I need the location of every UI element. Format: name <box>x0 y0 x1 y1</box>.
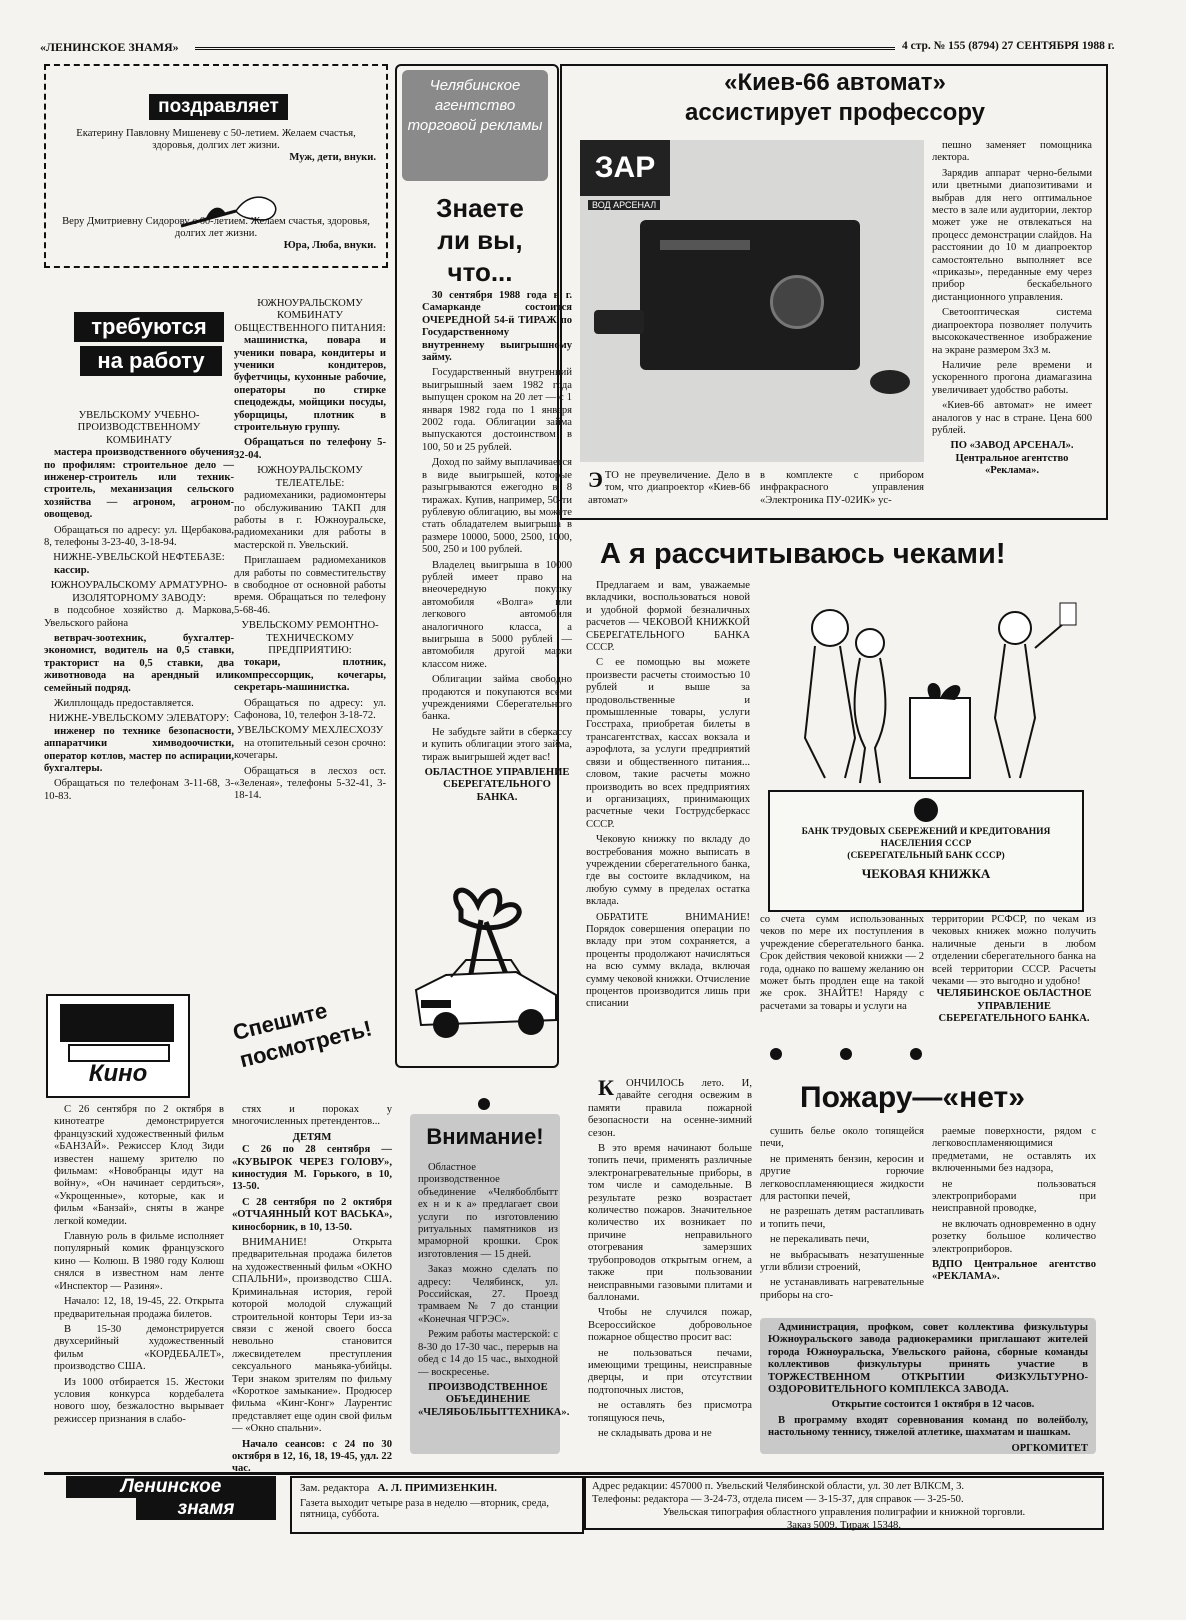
issue-info: 4 стр. № 155 (8794) 27 СЕНТЯБРЯ 1988 г. <box>902 40 1115 52</box>
fire-title: Пожару—«нет» <box>800 1081 1025 1114</box>
footer-editor: Зам. редактора А. Л. ПРИМИЗЕНКИН. Газета выходит четыре раза в неделю —вторник, среда, пятница, суббота. <box>290 1476 584 1534</box>
agency-heading: Знаете ли вы, что... <box>436 193 524 287</box>
couple-and-gift-illustration <box>770 588 1080 788</box>
kiev-right-text: пешно заменяет помощника лектора. Зарядив аппарат черно-белыми или цветными диапозитивами и выбрав для него оптимальное место в зале или аудитории, лектор может уже не отвлекаться на процесс демонстрации слайдов. На расстоянии до 10 м диапроектор самостоятельно выполняет все «приказы», переданные ему через прибор бескабельного дистанционного управления. Светооптическая система диапроектора позволяет получить высококачественное изображение на экране размером 3х3 м. Наличие реле времени и ускоренного прогона диамагазина увеличивает удобство работы. «Киев-66 автомат» не имеет аналогов у нас в стране. Цена 600 рублей. ПО «ЗАВОД АРСЕНАЛ». Центральное агентство «Реклама». <box>932 140 1092 477</box>
footer-divider <box>44 1472 1104 1475</box>
fire-col2: сушить белье около топящейся печи, не применять бензин, керосин и другие горючие легковоспламеняющиеся жидкости для растопки печей, не разрешать детям растапливать и топить печи, не перекаливать печи, не выбрасывать незатушенные угли вблизи строений, не устанавливать нагревательные приборы на сго- <box>760 1126 924 1301</box>
check-book-title: ЧЕКОВАЯ КНИЖКА <box>861 866 991 881</box>
attention-title: Внимание! <box>426 1124 544 1149</box>
congrats-box <box>44 64 388 268</box>
projector-lens-cap <box>870 370 910 394</box>
agency-badge: Челябинское агентство торговой рекламы <box>402 70 548 181</box>
cinema-col1: С 26 сентября по 2 октября в кинотеатре демонстрируется французский художественный фильм «БАНЗАЙ». Режиссер Клод Зиди известен нашему зрителю по фильмам: «Новобранцы идут на войну», «Он начинает сердиться», «Укрощенные», которые, как и фильм «Банзай», сняты в жанре легкой комедии. Главную роль в фильме исполняет популярный комик французского кино — Колюш. В 1980 году Колюш снялся в известном нам ленте «Инспектор — Разиня». Начало: 12, 18, 19-45, 22. Открыта предварительная продажа билетов. В 15-30 демонстрируется двухсерийный художественный фильм «КОРДЕБАЛЕТ», производство США. Из 1000 отбирается 15. Жестоки условия конкурса кордебалета нового шоу, безжалостно вырывает режиссер признания в слабо- <box>54 1104 224 1425</box>
checks-title: А я рассчитываюсь чеками! <box>600 538 1006 570</box>
check-book-illustration <box>768 790 1084 912</box>
car-with-bow-illustration <box>406 880 566 1050</box>
agency-text: 30 сентября 1988 года в г. Самарканде состоится ОЧЕРЕДНОЙ 54-й ТИРАЖ по Государственному внутреннему выигрышному займу. Государственный внутренний выигрышный заем 1982 года выпущен сроком на 20 лет — с 1 января 1982 года по 1 января 2002 года. Облигации займа выпускаются достоинством в 100, 50 и 25 рублей. Доход по займу выплачивается в виде выигрышей, которые разыгрываются ежегодно в 8 тиражах. Купив, например, 50-ти рублевую облигацию, вы можете стать обладателем выигрыша в размере 10000, 5000, 2500, 1000, 500, 250 и 100 рублей. Владелец выигрыша в 10000 рублей имеет право на внеочередную покупку автомобиля «Волга» или легкового автомобиля аналогичного класса, а выигрыша в 5000 рублей — автомобиля другой марки классом ниже. Облигации займа свободно продаются и покупаются всеми учреждениями Сберегательного банка. Не забудьте зайти в сберкассу и купить облигации этого займа, тираж выигрышей ждет вас! ОБЛАСТНОЕ УПРАВЛЕНИЕ СБЕРЕГАТЕЛЬНОГО БАНКА. <box>422 290 572 803</box>
checks-col2: со счета сумм использованных чеков по мере их поступления в учреждение сберегательного банка. Срок действия чековой книжки — 2 года, однако по вашему желанию он может быть продлен еще на такой же срок. ЗНАЙТЕ! Наряду с расчетами за товары и услуги на <box>760 914 924 1012</box>
greeting-2: Веру Дмитриевну Сидорову с 60-летием. Желаем счастья, здоровья, долгих лет жизни. Юра, Люба, внуки. <box>62 216 376 252</box>
projector-body <box>640 220 860 370</box>
cinema-logo-text: Кино <box>88 1060 148 1087</box>
checks-col1: Предлагаем и вам, уважаемые вкладчики, воспользоваться новой и удобной формой безналичных расчетов — ЧЕКОВОЙ КНИЖКОЙ СБЕРЕГАТЕЛЬНОГО БАНКА СССР. С ее помощью вы можете произвести расчеты стоимостью 10 рублей и выше за продовольственные и промышленные товары, услуги Госстраха, приобретая билеты в трансагентствах, кассах вокзала и аэрофлота, за услуги предприятий связи и общественного питания... словом, такие расчеты можно производить во всех предприятиях и организациях, принимающих расчетные чеки Гострудсберкасс СССР. Чековую книжку по вкладу до востребования можно выписать в учреждении сберегательного банка, где вы состоите вкладчиком, на любую сумму в пределах остатка вклада. ОБРАТИТЕ ВНИМАНИЕ! Порядок совершения операции по вкладу при этом сохраняется, а проценты продолжают начисляться на всю сумму вклада, включая сумму чековой книжки. Отчисление процентов производится лишь при списании <box>586 580 750 1010</box>
projector-photo <box>580 140 924 462</box>
sports-text: Администрация, профком, совет коллектива физкультуры Южноуральского завода радиокерамики приглашают жителей города Южноуральска, Увельского района, сборные команды коллективов физкультуры принять участие в ТОРЖЕСТВЕННОМ ОТКРЫТИИ ФИЗКУЛЬТУРНО-ОЗДОРОВИТЕЛЬНОГО КОМПЛЕКСА ЗАВОДА. Открытие состоится 1 октября в 12 часов. В программу входят соревнования команд по волейболу, настольному теннису, тяжелой атлетике, шахматам и шашкам. ОРГКОМИТЕТ <box>768 1322 1088 1454</box>
bank-name: БАНК ТРУДОВЫХ СБЕРЕЖЕНИЙ И КРЕДИТОВАНИЯ НАСЕЛЕНИЯ СССР (СБЕРЕГАТЕЛЬНЫЙ БАНК СССР) <box>801 827 1051 861</box>
ussr-emblem-icon <box>914 798 938 822</box>
jobs-banner-2: на работу <box>80 346 222 376</box>
greeting-1: Екатерину Павловну Мишеневу с 50-летием. Желаем счастья, здоровья, долгих лет жизни. Муж, дети, внуки. <box>76 128 376 164</box>
fire-col3: раемые поверхности, рядом с легковоспламеняющимися предметами, не оставлять их включенными без надзора, не пользоваться электроприборами при неисправной проводке, не включать одновременно в одну розетку большое количество электроприборов. ВДПО Центральное агентство «РЕКЛАМА». <box>932 1126 1096 1283</box>
arsenal-logo: ЗАР <box>580 140 670 196</box>
paper-name: «ЛЕНИНСКОЕ ЗНАМЯ» <box>40 40 179 54</box>
kiev-title: «Киев-66 автомат» ассистирует профессору <box>684 69 986 126</box>
jobs-banner-1: требуются <box>74 312 224 342</box>
masthead <box>40 40 1150 58</box>
jobs-left-column: УВЕЛЬСКОМУ УЧЕБНО-ПРОИЗВОДСТВЕННОМУ КОМБИНАТУ мастера производственного обучения по профилям: строительное дело — инженер-строитель или техник-строитель, механизация сельского хозяйства — агроном, агроном-овощевод. Обращаться по адресу: ул. Щербакова, 8, телефоны 3-23-40, 3-18-94. НИЖНЕ-УВЕЛЬСКОЙ НЕФТЕБАЗЕ: кассир. ЮЖНОУРАЛЬСКОМУ АРМАТУРНО-ИЗОЛЯТОРНОМУ ЗАВОДУ: в подсобное хозяйство д. Маркова, Увельского района ветврач-зоотехник, бухгалтер-экономист, водитель на 0,5 ставки, тракторист на 0,5 ставки, два животновода на арендный или семейный подряд. Жилплощадь предоставляется. НИЖНЕ-УВЕЛЬСКОМУ ЭЛЕВАТОРУ: инженер по технике безопасности, аппаратчики химводоочистки, оператор котлов, мастер по аспирации, бухгалтеры. Обращаться по телефонам 3-11-68, 3-10-83. <box>44 410 234 802</box>
congrats-banner: поздравляет <box>149 94 288 120</box>
arsenal-caption: ВОД АРСЕНАЛ <box>588 200 660 210</box>
kiev-mid-text: в комплекте с прибором инфракрасного управления «Электроника ПУ-02ИК» ус- <box>760 470 924 506</box>
footer-address: Адрес редакции: 457000 п. Увельский Челябинской области, ул. 30 лет ВЛКСМ, 3. Телефоны: редактора — 3-24-73, отдела писем — 3-15-37, для справок — 3-25-50. Увельская типография областного управления полиграфии и книжной торговли. Заказ 5009. Тираж 15348. <box>584 1476 1104 1530</box>
remote-control <box>594 310 644 334</box>
jobs-right-column: ЮЖНОУРАЛЬСКОМУ КОМБИНАТУ ОБЩЕСТВЕННОГО ПИТАНИЯ: машинистка, повара и ученики повара, кондитеры и ученики кондитеров, буфетчицы, кухонные рабочие, операторы по стирке спецодежды, мойщики посуды, уборщицы, плотник в строительную группу. Обращаться по телефону 5-32-04. ЮЖНОУРАЛЬСКОМУ ТЕЛЕАТЕЛЬЕ: радиомеханики, радиомонтеры по обслуживанию ТАКП для работы в г. Южноуральске, радиомеханики для работы в мастерской п. Увельский. Приглашаем радиомехаников для работы по совместительству в свободное от основной работы время. Обращаться по телефону 5-68-46. УВЕЛЬСКОМУ РЕМОНТНО-ТЕХНИЧЕСКОМУ ПРЕДПРИЯТИЮ: токари, плотник, компрессорщик, кочегары, секретарь-машинистка. Обращаться по адресу: ул. Сафонова, 10, телефон 3-18-72. УВЕЛЬСКОМУ МЕХЛЕСХОЗУ на отопительный сезон срочно: кочегары. Обращаться в лесхоз ост. «Зеленая», телефоны 5-32-41, 3-18-14. <box>234 298 386 802</box>
checks-col3: территории РСФСР, по чекам из чековых книжек можно получить наличные деньги в любом отделении сберегательного банка на всей территории СССР. Расчеты чеками — это выгодно и удобно! ЧЕЛЯБИНСКОЕ ОБЛАСТНОЕ УПРАВЛЕНИЕ СБЕРЕГАТЕЛЬНОГО БАНКА. <box>932 914 1096 1025</box>
footer-logo: Ленинское знамя <box>66 1476 276 1520</box>
fire-col1: К ОНЧИЛОСЬ лето. И, давайте сегодня освежим в памяти правила пожарной безопасности на осенне-зимний сезон. В это время начинают больше топить печи, применять различные электронагревательные приборы, в том числе и самодельные. В результате резко возрастает количество пожаров. Значительное количество их возникает по причине неправильного отогревания замерзших трубопроводов открытым огнем, а также при пользовании неисправными газовыми плитами и баллонами. Чтобы не случился пожар, Всероссийское добровольное пожарное общество просит вас: не пользоваться печами, имеющими трещины, неисправные дверцы, и при отсутствии подтопочных листов, не оставлять без присмотра топящуюся печь, не складывать дрова и не <box>588 1075 752 1439</box>
cinema-logo <box>46 994 190 1098</box>
kiev-lead-text: ЭТО не преувеличение. Дело в том, что диапроектор «Киев-66 автомат» <box>588 467 750 506</box>
cinema-col2: стях и пороках у многочисленных претендентов... ДЕТЯМ С 26 по 28 сентября — «КУВЫРОК ЧЕРЕЗ ГОЛОВУ», киностудия М. Горького, в 10, 13-50. С 28 сентября по 2 октября «ОТЧАЯННЫЙ КОТ ВАСЬКА», киносборник, в 10, 13-50. ВНИМАНИЕ! Открыта предварительная продажа билетов на художественный фильм «ОКНО СПАЛЬНИ», производство США. Криминальная история, герой которой молодой служащий строительной конторы Тери из-за связи с женой своего босса невольно становится лжесвидетелем преступления сексуального маньяка-убийцы. Тери знаком зрителям по фильму «Короткое замыкание». Продюсер фильма «Кинг-Конг» Лаурентис представляет еще один свой фильм — «Окно спальни». Начало сеансов: с 24 по 30 октября в 12, 16, 18, 19-45, удл. 22 час. <box>232 1104 392 1475</box>
attention-text: Областное производственное объединение «Челябоблбытт ех н и к а» предлагает свои услуги по изготовлению ритуальных памятников из мраморной крошки. Срок изготовления — 15 дней. Заказ можно сделать по адресу: Челябинск, ул. Российская, 27. Проезд трамваем № 7 до станции «Конечная ЧГРЭС». Режим работы мастерской: с 8-30 до 17-30 час., перерыв на обед с 14 до 15 час., выходной — воскресенье. ПРОИЗВОДСТВЕННОЕ ОБЪЕДИНЕНИЕ «ЧЕЛЯБОБЛБЫТТЕХНИКА». <box>418 1162 570 1418</box>
cinema-rush: Спешите посмотреть! <box>230 997 375 1073</box>
